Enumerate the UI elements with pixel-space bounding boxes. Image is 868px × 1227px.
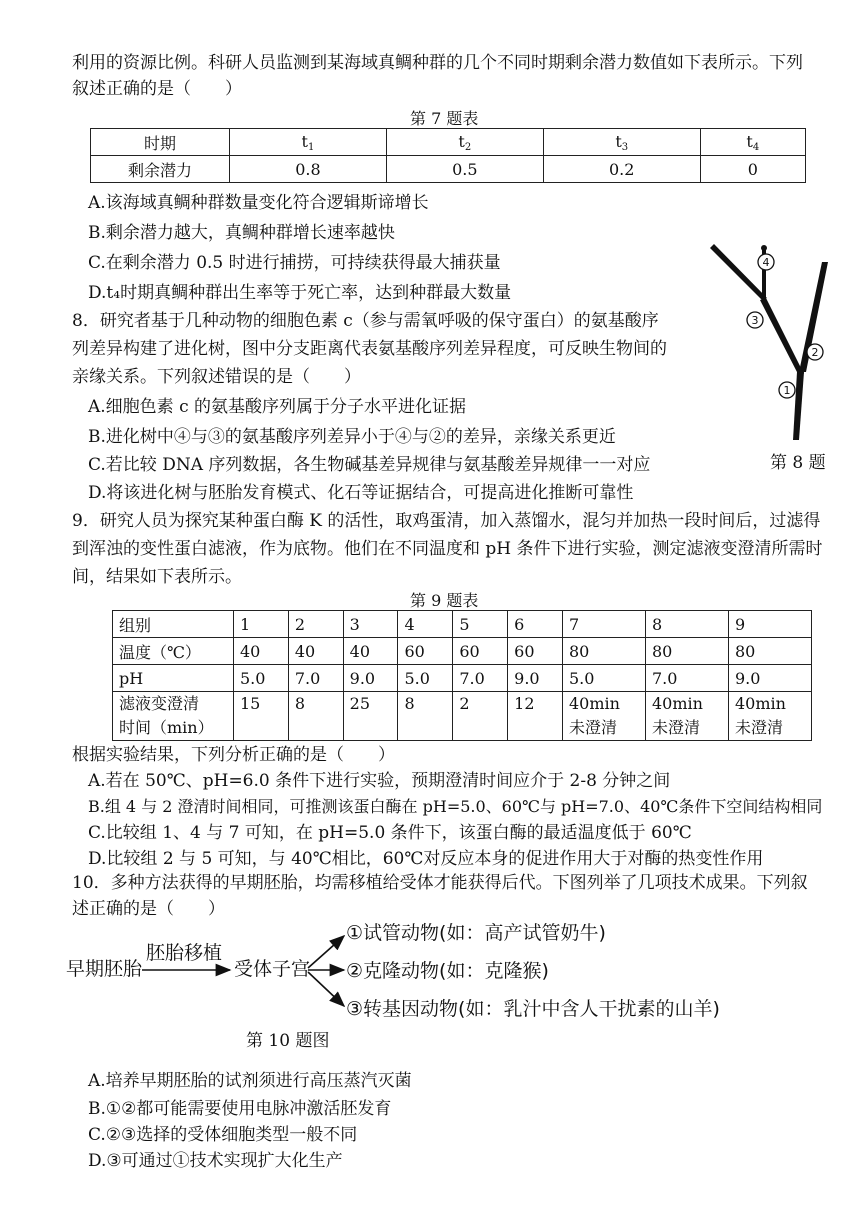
cell-line: 40min — [569, 694, 620, 713]
cell-line: 2 — [459, 694, 470, 713]
table-cell: 0 — [700, 156, 805, 183]
cell-line: 15 — [240, 694, 261, 713]
table-row — [113, 665, 812, 692]
table-cell: $t_4$ — [700, 129, 805, 156]
table-header: 时期 — [91, 129, 230, 156]
outcome-arrow-1 — [308, 936, 344, 968]
q8-figure-caption: 第 8 题 — [770, 453, 826, 473]
cell-line: 25 — [349, 694, 371, 713]
q9-stem-1: 9．研究人员为探究某种蛋白酶 K 的活性，取鸡蛋清，加入蒸馏水，混匀并加热一段时间后，过滤得 — [72, 511, 821, 531]
q9-after: 根据实验结果，下列分析正确的是（ ） — [72, 745, 395, 765]
table-7 — [90, 128, 806, 183]
table-header: 剩余潜力 — [91, 156, 230, 183]
table-cell: 40 — [288, 638, 343, 665]
q8-option-d: D.将该进化树与胚胎发育模式、化石等证据结合，可提高进化推断可靠性 — [88, 483, 634, 503]
table-cell — [563, 692, 646, 741]
table-cell: 60 — [508, 638, 563, 665]
table-row — [91, 129, 806, 156]
table-cell — [234, 692, 289, 741]
table-row — [91, 156, 806, 183]
table-cell — [646, 692, 729, 741]
diagram-outcome-2: ②克隆动物(如：克隆猴) — [346, 960, 549, 982]
table-cell — [398, 692, 453, 741]
table-cell: 0.2 — [543, 156, 700, 183]
q9-option-c: C.比较组 1、4 与 7 可知，在 pH=5.0 条件下，该蛋白酶的最适温度低于 60℃ — [88, 823, 692, 843]
table-cell: 7.0 — [453, 665, 508, 692]
diagram-arrow-label: 胚胎移植 — [146, 942, 223, 964]
table-cell: 40 — [234, 638, 289, 665]
q10-arrows — [140, 920, 360, 1030]
header-line: 滤液变澄清 — [119, 694, 200, 713]
table-row — [113, 692, 812, 741]
diagram-outcome-3: ③转基因动物(如：乳汁中含人干扰素的山羊) — [346, 998, 720, 1020]
table-cell: 9.0 — [343, 665, 398, 692]
table-cell: 60 — [398, 638, 453, 665]
cell-line: 未澄清 — [569, 718, 618, 737]
q10-stem-1: 10．多种方法获得的早期胚胎，均需移植给受体才能获得后代。下图列举了几项技术成果。下列叙 — [72, 873, 808, 893]
table-cell: 0.8 — [230, 156, 387, 183]
q9-stem-2: 到浑浊的变性蛋白滤液，作为底物。他们在不同温度和 pH 条件下进行实验，测定滤液变澄清所需时 — [72, 539, 823, 559]
intro-line-1: 利用的资源比例。科研人员监测到某海域真鲷种群的几个不同时期剩余潜力数值如下表所示。下列 — [72, 53, 803, 73]
table-cell: 5 — [453, 611, 508, 638]
tree-label-1: 1 — [783, 384, 791, 397]
table-header: 温度（℃） — [113, 638, 234, 665]
diagram-target: 受体子宫 — [234, 958, 311, 980]
phylogenetic-tree — [700, 240, 840, 450]
table-cell: 9.0 — [729, 665, 812, 692]
q8-stem-2: 列差异构建了进化树，图中分支距离代表氨基酸序列差异程度，可反映生物间的 — [72, 339, 667, 359]
q10-option-d: D.③可通过①技术实现扩大化生产 — [88, 1151, 343, 1171]
cell-line: 40min — [652, 694, 703, 713]
q7-option-c: C.在剩余潜力 0.5 时进行捕捞，可持续获得最大捕获量 — [88, 253, 501, 273]
table-row — [113, 638, 812, 665]
table-cell: 7.0 — [288, 665, 343, 692]
table-header — [113, 692, 234, 741]
q7-option-a: A.该海域真鲷种群数量变化符合逻辑斯谛增长 — [88, 193, 429, 213]
tree-label-3: 3 — [751, 314, 759, 327]
table-cell: 80 — [563, 638, 646, 665]
cell-line: 40min — [735, 694, 786, 713]
table-cell — [508, 692, 563, 741]
table-cell: 5.0 — [234, 665, 289, 692]
table-cell: $t_3$ — [543, 129, 700, 156]
table-cell: 3 — [343, 611, 398, 638]
q10-option-c: C.②③选择的受体细胞类型一般不同 — [88, 1125, 358, 1145]
table-cell: 8 — [646, 611, 729, 638]
table-cell: 9 — [729, 611, 812, 638]
q9-option-a: A.若在 50℃、pH=6.0 条件下进行实验，预期澄清时间应介于 2-8 分钟之间 — [88, 771, 671, 791]
table-header: pH — [113, 665, 234, 692]
table-cell: 6 — [508, 611, 563, 638]
table-cell: 4 — [398, 611, 453, 638]
outcome-arrow-3 — [308, 972, 344, 1006]
table-cell — [729, 692, 812, 741]
table-cell: 5.0 — [398, 665, 453, 692]
q8-option-c: C.若比较 DNA 序列数据，各生物碱基差异规律与氨基酸差异规律一一对应 — [88, 455, 651, 475]
q9-stem-3: 间，结果如下表所示。 — [72, 567, 242, 587]
q10-option-a: A.培养早期胚胎的试剂须进行高压蒸汽灭菌 — [88, 1071, 412, 1091]
table-7-caption: 第 7 题表 — [410, 109, 479, 128]
q9-option-d: D.比较组 2 与 5 可知，与 40℃相比，60℃对反应本身的促进作用大于对酶的热变性作用 — [88, 849, 764, 869]
intro-line-2: 叙述正确的是（ ） — [72, 79, 242, 99]
q10-figure-caption: 第 10 题图 — [246, 1031, 330, 1051]
table-cell: 80 — [729, 638, 812, 665]
table-cell: $t_2$ — [386, 129, 543, 156]
table-cell: 9.0 — [508, 665, 563, 692]
header-line: 时间（min） — [119, 718, 214, 737]
q8-option-b: B.进化树中④与③的氨基酸序列差异小于④与②的差异，亲缘关系更近 — [88, 427, 616, 447]
tree-branch-main — [760, 298, 804, 374]
q8-option-a: A.细胞色素 c 的氨基酸序列属于分子水平进化证据 — [88, 397, 467, 417]
q9-option-b: B.组 4 与 2 澄清时间相同，可推测该蛋白酶在 pH=5.0、60℃与 pH=7.0、40℃条件下空间结构相同 — [88, 797, 823, 816]
table-header: 组别 — [113, 611, 234, 638]
table-cell: $t_1$ — [230, 129, 387, 156]
cell-line: 未澄清 — [652, 718, 701, 737]
q7-option-d: D.t₄时期真鲷种群出生率等于死亡率，达到种群最大数量 — [88, 283, 512, 303]
q8-stem-1: 8．研究者基于几种动物的细胞色素 c（参与需氧呼吸的保守蛋白）的氨基酸序 — [72, 311, 659, 331]
tree-tip-dot — [761, 245, 767, 251]
tree-trunk — [793, 372, 804, 440]
q10-stem-2: 述正确的是（ ） — [72, 899, 225, 919]
q8-stem-3: 亲缘关系。下列叙述错误的是（ ） — [72, 367, 361, 387]
diagram-source: 早期胚胎 — [66, 958, 143, 980]
table-cell: 7 — [563, 611, 646, 638]
table-cell — [453, 692, 508, 741]
table-cell: 1 — [234, 611, 289, 638]
table-cell: 2 — [288, 611, 343, 638]
diagram-outcome-1: ①试管动物(如：高产试管奶牛) — [346, 922, 606, 944]
table-9 — [112, 610, 812, 741]
table-cell: 0.5 — [386, 156, 543, 183]
table-cell: 7.0 — [646, 665, 729, 692]
cell-line: 12 — [514, 694, 535, 713]
table-cell: 5.0 — [563, 665, 646, 692]
q7-option-b: B.剩余潜力越大，真鲷种群增长速率越快 — [88, 223, 395, 243]
cell-line: 8 — [404, 694, 415, 713]
tree-branch-3 — [710, 244, 767, 300]
table-cell — [288, 692, 343, 741]
table-9-caption: 第 9 题表 — [410, 591, 479, 610]
tree-label-4: 4 — [762, 256, 770, 269]
table-cell: 80 — [646, 638, 729, 665]
cell-line: 未澄清 — [735, 718, 784, 737]
table-cell — [343, 692, 398, 741]
tree-label-2: 2 — [811, 346, 819, 359]
table-cell: 40 — [343, 638, 398, 665]
table-cell: 60 — [453, 638, 508, 665]
cell-line: 8 — [294, 694, 306, 713]
table-row — [113, 611, 812, 638]
q10-option-b: B.①②都可能需要使用电脉冲激活胚发育 — [88, 1099, 392, 1119]
